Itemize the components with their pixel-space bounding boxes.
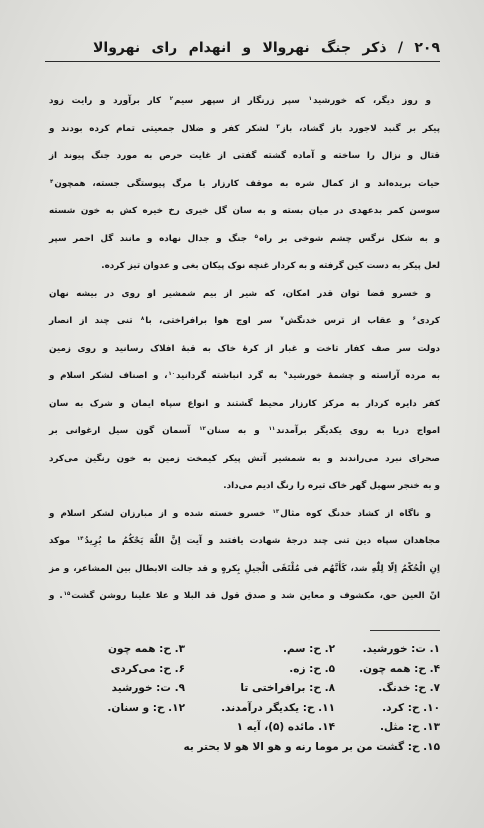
text-line [48,387,440,415]
footnote-item: ۱۲. ح: و سنان. [107,701,185,714]
text-run: مجاهدان سپاه دین تنی چند درجهٔ شهادت یافتند و آیت اِنَّ اللّٰهَ یَحْکُمُ ما یُرِیدُ [84,536,440,546]
text-line [48,222,440,250]
text-line [48,497,440,525]
footnote-marker: ۱۲ [199,426,206,433]
text-run: و ناگاه از کشاد خدنگ کوه مثال [280,508,431,519]
footnote-item: ۱۵. ح: گشت من بر موما رنه و هو الا هو لا بحتر به [183,740,440,753]
footnote-marker: ۷ [280,316,284,323]
text-run: انّ العین حق، مکشوف و معاین شد و صدق قول قد البلا و علا علینا روشن گشت [71,591,440,601]
text-run: کفر دایره کردار به مرکز کارزار محیط گشتند و انواع سپاه ایمان و شرک به سان [49,398,440,409]
text-run: . و [49,591,63,601]
text-line [48,84,440,112]
footnote-marker: ۱۱ [268,426,276,433]
text-run: تنی چند از انصار [49,316,140,326]
text-line [48,332,440,360]
body-text [48,84,440,607]
footnote-marker: ۱ [308,96,312,103]
header-rule [45,61,440,62]
text-run: اِنِ الْحُکْمُ اِلّا لِلّٰهِ شد، کَأَنَّهُم فی مُلْتَقَی الْجیلِ بِکرهٍ و قد جالت الابطال بین المشاعر، و مز [49,563,440,574]
footnote-item: ۵. ح: زه. [289,662,335,675]
text-run: و به خنجر سهیل گهر خاک تیره را رنگ ادیم می‌داد. [223,481,440,491]
footnote-item: ۱۰. ح: کرد. [382,701,440,714]
footnote-item: ۷. ح: خدنگ. [378,682,440,695]
footnote-item: ۱۱. ح: یکدیگر درآمدند. [221,701,335,714]
text-line [48,469,440,497]
text-run: حیات بریده‌اند و از کمال شره به موقف کارزار با مرگ پیوستگی جسته، همچون [54,178,440,189]
footnote-marker: ۱۴ [76,536,84,543]
text-run: ، و اصناف لشکر اسلام و [49,371,168,381]
text-line [48,167,440,195]
text-run: کردی [416,316,440,326]
text-run: سپر زرنگار از سپهر سیم [174,96,308,106]
page-header [92,36,440,58]
text-line [48,359,440,387]
footnotes [60,640,440,758]
text-line [48,249,440,277]
text-line [48,194,440,222]
text-line [48,112,440,140]
footnote-item: ۲. ح: سم. [282,643,335,655]
text-run: صحرای نبرد می‌راندند و به شمشیر آتش پیکر کیمخت زمین به خون رنگین می‌کرد [49,453,440,464]
header-title: ۲۰۹ / ذکر جنگ نهروالا و انهدام رای نهروالا [93,40,440,56]
text-line [48,552,440,580]
footnote-item: ۴. ح: همه چون. [359,662,440,675]
text-line [48,139,440,167]
footnote-marker: ۴ [50,178,54,185]
footnote-marker: ۸ [140,316,145,323]
footnote-item: ۱۴. مائده (۵)، آیه ۱ [236,721,335,734]
text-run: و خسرو قضا توان قدر امکان، که شیر از بیم شمشیر او روی در بیشه نهان [49,288,431,299]
text-run: و به شکل نرگس چشم شوخی بر راه [258,233,440,244]
footnote-marker: ۱۵ [63,591,71,598]
text-line [48,277,440,305]
text-run: قتال و نزال را ساخته و آماده گشته گفتی از غایت حرص به مورد جنگ پیوند از [49,151,440,161]
text-line [48,304,440,332]
text-run: سوسن کمر بدعهدی در میان بسته و به سان گل خیری رخ خیره کش به خون شسته [49,206,440,216]
text-run: پیکر بر گنبد لاجورد باز گشاد، باز [280,123,440,134]
text-line [48,579,440,607]
text-line [48,442,440,470]
footnote-marker: ۲ [169,96,174,103]
text-run: و عقاب از ترس خدنگش [284,316,412,326]
text-line [48,524,440,552]
footnote-item: ۸. ح: برافراختی تا [240,682,335,695]
footnote-marker: ۳ [276,123,280,130]
footnote-marker: ۹ [283,371,288,378]
text-run: دولت سر صف کفار تاخت و غبار از کرهٔ خاک به قبهٔ افلاک رسانید و روی زمین [49,343,440,354]
footnote-spacer [60,718,185,738]
text-run: سر اوج هوا برافراختی، با [145,316,280,326]
footnote-marker: ۱۳ [272,508,280,515]
footnote-marker: ۶ [412,316,416,323]
footnote-item: ۹. ت: خورشید [111,682,185,695]
text-run: خسرو خسته شده و از مبارزان لشکر اسلام و [49,508,272,519]
text-run: جنگ و جدال نهاده و مانند گل احمر سپر [48,233,254,244]
text-run: و به سنان [206,426,268,436]
text-run: آسمان گون سیل ارغوانی بر [49,426,199,436]
footnote-item: ۳. ح: همه چون [108,643,185,655]
text-run: لعل پیکر به دست کین گرفته و به کردار غنچه نوک پیکان بغی و عدوان تیز کرده. [101,261,440,271]
text-run: کار برآورد و رایت زود [48,96,169,106]
text-run: به گرد انباشته گردانید [176,371,283,381]
text-run: موکد [48,536,76,546]
text-run: و روز دیگر، که خورشید [312,96,431,106]
footnote-marker: ۵ [254,233,258,240]
text-run: به مرده آراسته و چشمهٔ خورشید [288,371,440,381]
footnote-item: ۱. ت: خورشید. [362,643,440,655]
text-line [48,414,440,442]
footnote-separator [370,630,440,631]
footnote-item: ۶. ح: می‌کردی [110,662,185,675]
text-run: لشکر کفر و ضلال جمعیتی تمام کرده بودند و [49,123,276,134]
text-run: امواج دریا به روی یکدیگر برآمدند [276,426,440,436]
footnote-item: ۱۳. ح: مثل. [379,721,440,734]
footnote-marker: ۱۰ [168,371,175,378]
